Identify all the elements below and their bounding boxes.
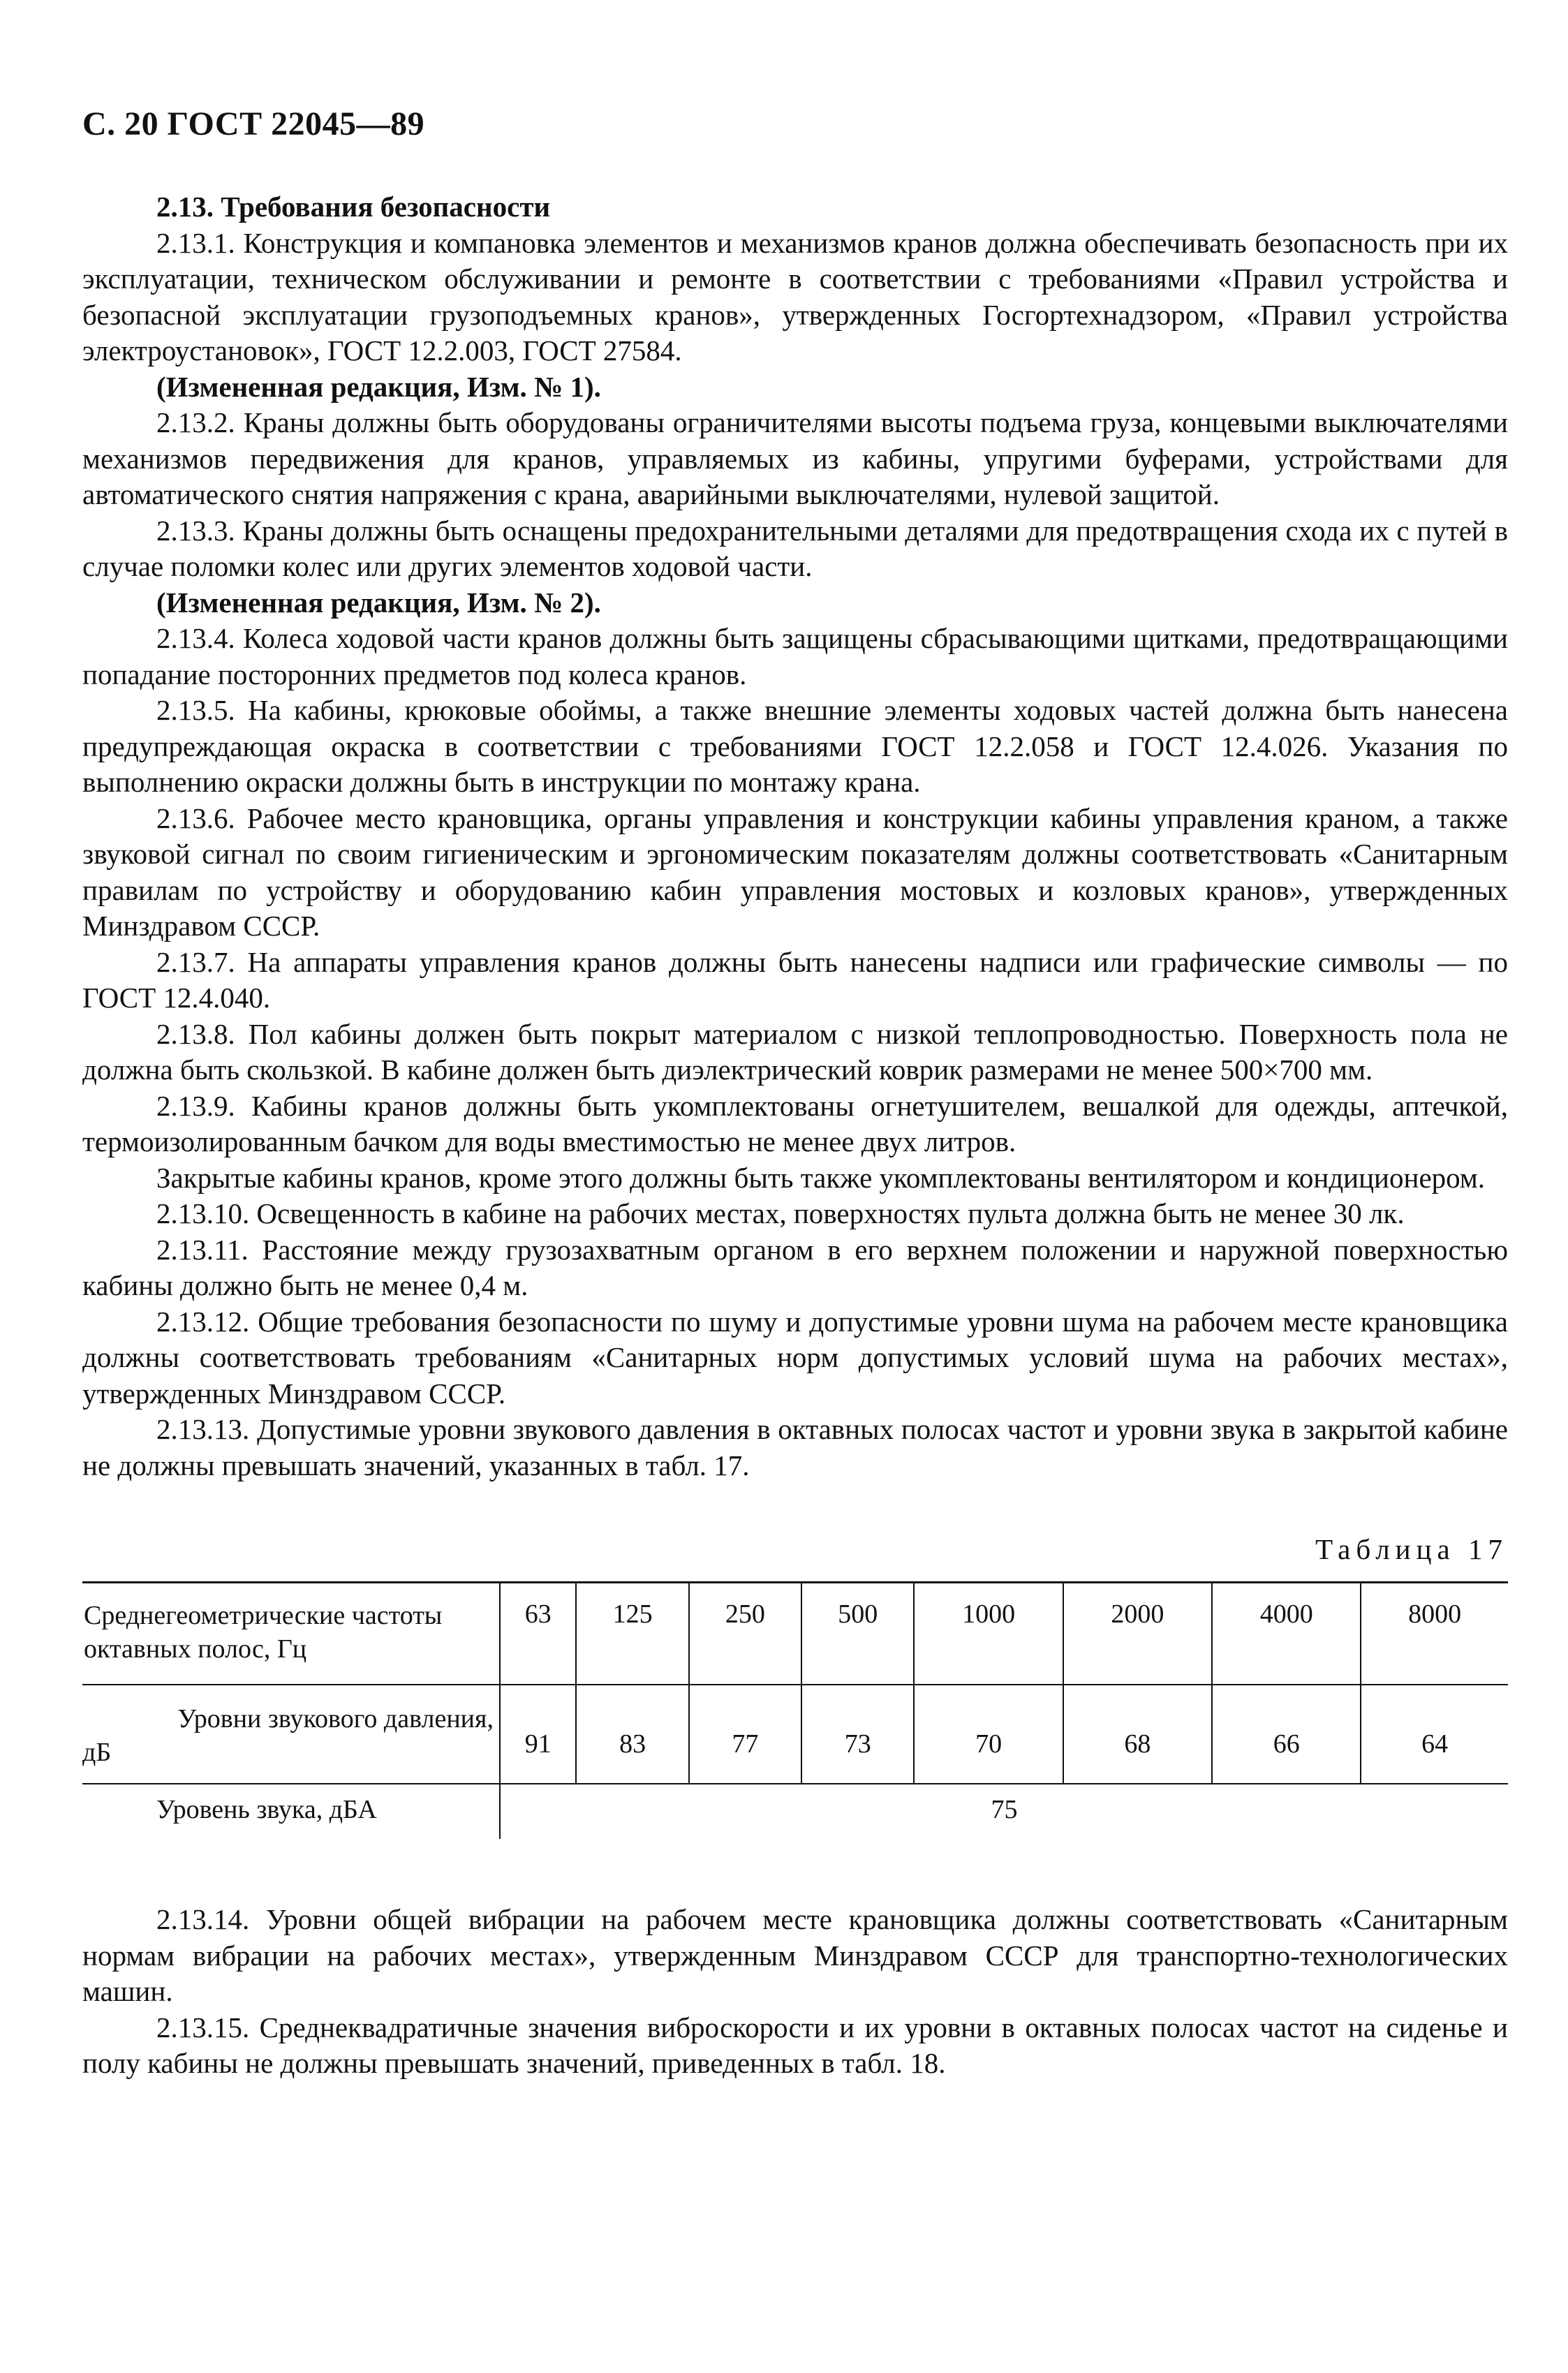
paragraph-2-13-4: 2.13.4. Колеса ходовой части кранов должны быть защищены сбрасывающими щитками, предотвращающими попадание посторонних предметов под колеса кранов. bbox=[82, 622, 1508, 690]
table-cell: 4000 bbox=[1212, 1583, 1361, 1685]
paragraph-2-13-12: 2.13.12. Общие требования безопасности по шуму и допустимые уровни шума на рабочем месте крановщика должны соответствовать требованиям «Санитарных норм допустимых условий шума на рабочих местах», утвержденных Минздравом СССР. bbox=[82, 1305, 1508, 1410]
paragraph-2-13-13: 2.13.13. Допустимые уровни звукового давления в октавных полосах частот и уровни звука в закрытой кабине не должны превышать значений, указанных в табл. 17. bbox=[82, 1413, 1508, 1481]
paragraph-2-13-6: 2.13.6. Рабочее место крановщика, органы управления и конструкции кабины управления краном, а также звуковой сигнал по своим гигиеническим и эргономическим показателям должны соответствовать «Санитарным правилам по устройству и оборудованию кабин управления мостовых и козловых кранов», утвержденных Минздравом СССР. bbox=[82, 801, 1508, 942]
document-page bbox=[82, 105, 1508, 2082]
table-row-frequencies bbox=[82, 1583, 1508, 1685]
table-cell: 8000 bbox=[1361, 1583, 1508, 1685]
table-cell: 73 bbox=[801, 1685, 914, 1784]
body-text-bottom bbox=[82, 1902, 1508, 2082]
paragraph-2-13-14: 2.13.14. Уровни общей вибрации на рабочем месте крановщика должны соответствовать «Санитарным нормам вибрации на рабочих местах», утвержденным Минздравом СССР для транспортно-технологических машин. bbox=[82, 1903, 1508, 2007]
table-cell-label: Уровень звука, дБА bbox=[156, 1795, 377, 1824]
amendment-note-2: (Измененная редакция, Изм. № 2). bbox=[156, 586, 601, 619]
table-cell: 500 bbox=[801, 1583, 914, 1685]
table-17 bbox=[82, 1581, 1508, 1839]
paragraph-2-13-7: 2.13.7. На аппараты управления кранов должны быть нанесены надписи или графические символы — по ГОСТ 12.4.040. bbox=[82, 945, 1508, 1014]
paragraph-2-13-2: 2.13.2. Краны должны быть оборудованы ограничителями высоты подъема груза, концевыми выключателями механизмов передвижения для кранов, управляемых из кабины, упругими буферами, устройствами для автоматического снятия напряжения с крана, аварийными выключателями, нулевой защитой. bbox=[82, 406, 1508, 510]
table-cell: 83 bbox=[576, 1685, 688, 1784]
paragraph-2-13-5: 2.13.5. На кабины, крюковые обоймы, а также внешние элементы ходовых частей должна быть нанесена предупреждающая окраска в соответствии с требованиями ГОСТ 12.2.058 и ГОСТ 12.4.026. Указания по выполнению окраски должны быть в инструкции по монтажу крана. bbox=[82, 694, 1508, 798]
page-header: С. 20 ГОСТ 22045—89 bbox=[82, 105, 425, 142]
table-cell: 66 bbox=[1212, 1685, 1361, 1784]
table-cell: 64 bbox=[1361, 1685, 1508, 1784]
table-cell: 91 bbox=[500, 1685, 576, 1784]
table-cell: 77 bbox=[689, 1685, 801, 1784]
paragraph-2-13-15: 2.13.15. Среднеквадратичные значения виброскорости и их уровни в октавных полосах частот на сиденье и полу кабины не должны превышать значений, приведенных в табл. 18. bbox=[82, 2011, 1508, 2079]
body-text-top bbox=[82, 189, 1508, 1484]
table-caption: Таблица 17 bbox=[1315, 1533, 1508, 1565]
table-cell: 70 bbox=[914, 1685, 1063, 1784]
table-cell: 250 bbox=[689, 1583, 801, 1685]
paragraph-2-13-3: 2.13.3. Краны должны быть оснащены предохранительными деталями для предотвращения схода их с путей в случае поломки колес или других элементов ходовой части. bbox=[82, 514, 1508, 582]
table-cell: 63 bbox=[500, 1583, 576, 1685]
table-cell: 68 bbox=[1063, 1685, 1212, 1784]
amendment-note-1: (Измененная редакция, Изм. № 1). bbox=[156, 370, 601, 403]
table-row-sound-level bbox=[82, 1784, 1508, 1839]
table-cell-label: Уровни звукового давления, дБ bbox=[82, 1685, 500, 1784]
table-cell: 1000 bbox=[914, 1583, 1063, 1685]
paragraph-2-13-9-cont: Закрытые кабины кранов, кроме этого должны быть также укомплектованы вентилятором и кондиционером. bbox=[156, 1161, 1486, 1194]
paragraph-2-13-9: 2.13.9. Кабины кранов должны быть укомплектованы огнетушителем, вешалкой для одежды, аптечкой, термоизолированным бачком для воды вместимостью не менее двух литров. bbox=[82, 1089, 1508, 1158]
table-row-levels bbox=[82, 1685, 1508, 1784]
table-cell: 2000 bbox=[1063, 1583, 1212, 1685]
paragraph-2-13-8: 2.13.8. Пол кабины должен быть покрыт материалом с низкой теплопроводностью. Поверхность пола не должна быть скользкой. В кабине должен быть диэлектрический коврик размерами не менее 500×700 мм. bbox=[82, 1017, 1508, 1086]
paragraph-2-13-10: 2.13.10. Освещенность в кабине на рабочих местах, поверхностях пульта должна быть не менее 30 лк. bbox=[156, 1197, 1405, 1229]
table-cell-label: Среднегеометрические частоты октавных полос, Гц bbox=[82, 1583, 500, 1685]
table-cell: 75 bbox=[500, 1784, 1508, 1839]
paragraph-2-13-1: 2.13.1. Конструкция и компановка элементов и механизмов кранов должна обеспечивать безопасность при их эксплуатации, техническом обслуживании и ремонте в соответствии с требованиями «Правил устройства и безопасной эксплуатации грузоподъемных кранов», утвержденных Госгортехнадзором, «Правил устройства электроустановок», ГОСТ 12.2.003, ГОСТ 27584. bbox=[82, 226, 1508, 367]
table-cell: 125 bbox=[576, 1583, 688, 1685]
paragraph-2-13-11: 2.13.11. Расстояние между грузозахватным органом в его верхнем положении и наружной поверхностью кабины должно быть не менее 0,4 м. bbox=[82, 1233, 1508, 1301]
section-heading: 2.13. Требования безопасности bbox=[156, 191, 551, 223]
